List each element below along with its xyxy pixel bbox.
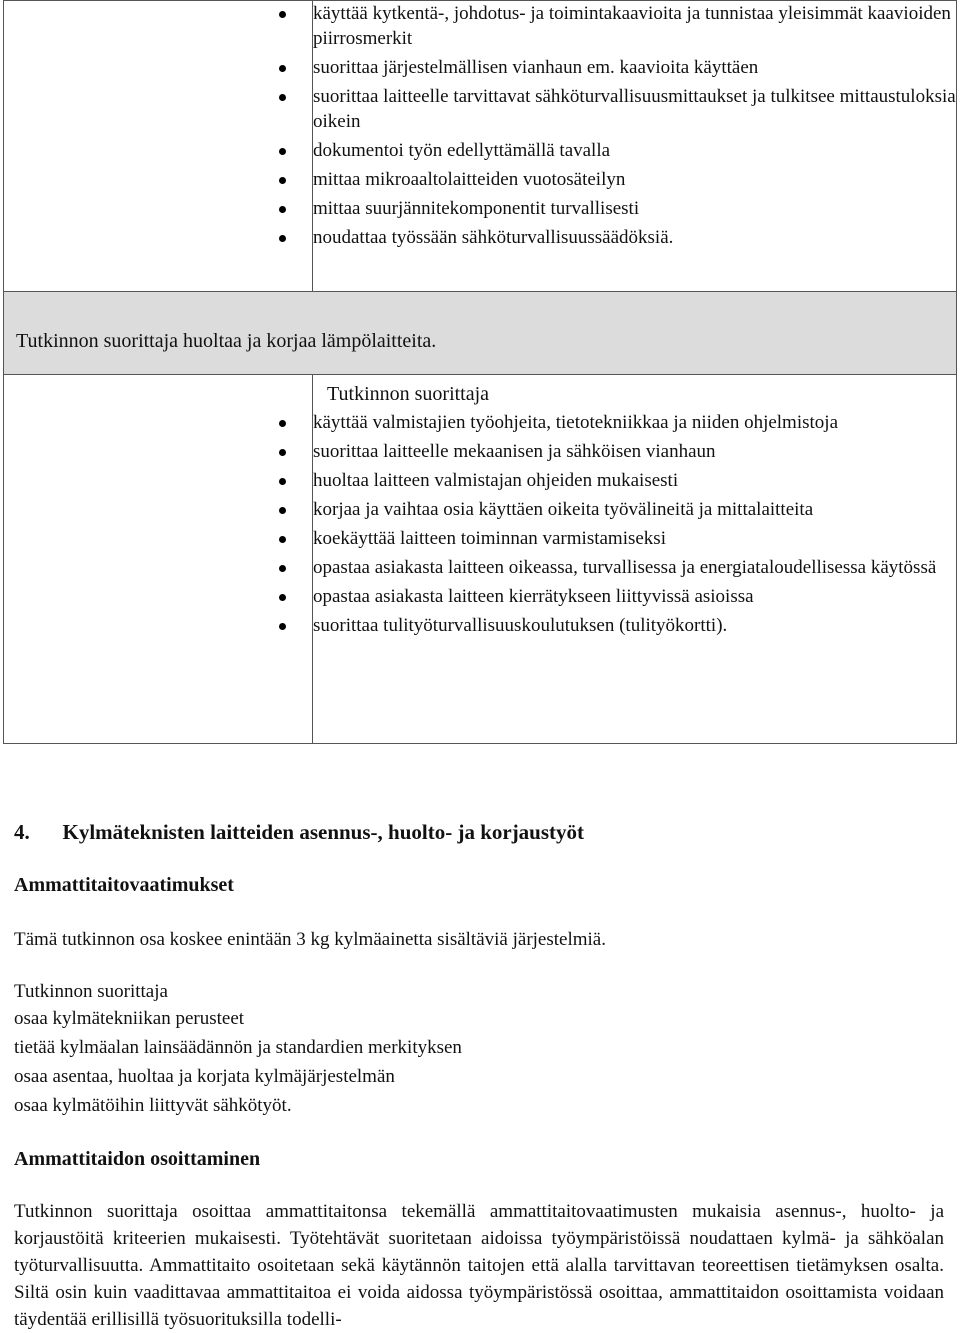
demonstration-paragraph: Tutkinnon suorittaja osoittaa ammattitaitonsa tekemällä ammattitaitovaatimusten mukaisia asennus-, huolto- ja korjaustöitä kriteerien mukaisesti. Työtehtävät suoritetaan aidoissa työympäristöissä noudattaen kylmä- ja sähköalan työturvallisuutta. Ammattitaito osoitetaan sekä käytännön taitojen että alalla tarvittavan teoreettisen tietämyksen osalta. Siltä osin kuin vaadittavaa ammattitaitoa ei voida aidossa työympäristössä osoittaa, ammattitaidon osoittamista voidaan täydentää erillisillä työsuorituksilla todelli- (14, 1201, 944, 1330)
bullet-icon (279, 536, 286, 543)
bullet-icon (279, 65, 286, 72)
list-item: mittaa mikroaaltolaitteiden vuotosäteilyn (313, 167, 956, 192)
candidate-lead: Tutkinnon suorittaja (14, 981, 168, 1002)
bullet-icon (279, 94, 286, 101)
list-item: huoltaa laitteen valmistajan ohjeiden mukaisesti (313, 468, 956, 493)
table-cell-electrical-list (313, 1, 957, 292)
list-item: käyttää kytkentä-, johdotus- ja toimintakaavioita ja tunnistaa yleisimmät kaavioiden piirrosmerkit (313, 1, 956, 51)
list-item: dokumentoi työn edellyttämällä tavalla (313, 138, 956, 163)
list-item: osaa kylmätöihin liittyvät sähkötyöt. (14, 1095, 292, 1116)
bullet-icon (279, 507, 286, 514)
section-title: Kylmäteknisten laitteiden asennus-, huolto- ja korjaustyöt (62, 820, 585, 844)
refrigeration-skills-list (14, 1006, 946, 1118)
bullet-icon (279, 177, 286, 184)
bullet-icon (279, 565, 286, 572)
demonstration-heading: Ammattitaidon osoittaminen (14, 1148, 261, 1170)
list-item: suorittaa järjestelmällisen vianhaun em. kaavioita käyttäen (313, 55, 956, 80)
candidate-lead: Tutkinnon suorittaja (327, 383, 490, 405)
table-row-electrical-safety (4, 1, 957, 292)
bullet-icon (279, 623, 286, 630)
list-item: korjaa ja vaihtaa osia käyttäen oikeita työvälineitä ja mittalaitteita (313, 497, 956, 522)
bullet-icon (279, 420, 286, 427)
list-item: osaa asentaa, huoltaa ja korjata kylmäjärjestelmän (14, 1066, 395, 1087)
section-number: 4. (14, 820, 30, 844)
list-item: opastaa asiakasta laitteen oikeassa, turvallisessa ja energiataloudellisessa käytössä (313, 555, 956, 580)
table-cell-heating-list (313, 375, 957, 744)
table-cell-empty (4, 1, 313, 292)
list-item: mittaa suurjännitekomponentit turvallisesti (313, 196, 956, 221)
refrigeration-skills (14, 1006, 946, 1122)
table-row-heating-skills (4, 375, 957, 744)
bullet-icon (279, 206, 286, 213)
list-item: opastaa asiakasta laitteen kierrätykseen liittyvissä asioissa (313, 584, 956, 609)
list-item: koekäyttää laitteen toiminnan varmistamiseksi (313, 526, 956, 551)
bullet-icon (279, 235, 286, 242)
bullet-icon (279, 449, 286, 456)
competence-table-grid (3, 0, 957, 744)
heating-skills-list (313, 410, 956, 638)
scope-paragraph: Tämä tutkinnon osa koskee enintään 3 kg kylmäainetta sisältäviä järjestelmiä. (14, 929, 606, 950)
bullet-icon (279, 11, 286, 18)
list-item: osaa kylmätekniikan perusteet (14, 1008, 245, 1029)
bullet-icon (279, 478, 286, 485)
table-cell-empty (4, 375, 313, 744)
list-item: noudattaa työssään sähköturvallisuussäädöksiä. (313, 225, 956, 250)
list-item: käyttää valmistajien työohjeita, tietotekniikkaa ja niiden ohjelmistoja (313, 410, 956, 435)
list-item: suorittaa laitteelle tarvittavat sähköturvallisuusmittaukset ja tulkitsee mittaustuloksia oikein (313, 84, 956, 134)
table-row-heating-header (4, 292, 957, 375)
list-item: suorittaa laitteelle mekaanisen ja sähköisen vianhaun (313, 439, 956, 464)
table-cell-heating-header (4, 292, 957, 375)
heating-requirement-heading: Tutkinnon suorittaja huoltaa ja korjaa lämpölaitteita. (16, 330, 437, 352)
requirements-heading: Ammattitaitovaatimukset (14, 874, 234, 896)
bullet-icon (279, 594, 286, 601)
bullet-icon (279, 148, 286, 155)
list-item: suorittaa tulityöturvallisuuskoulutuksen (tulityökortti). (313, 613, 956, 638)
list-item: tietää kylmäalan lainsäädännön ja standardien merkityksen (14, 1037, 462, 1058)
electrical-skills-list (313, 1, 956, 250)
competence-table (3, 0, 957, 744)
section-4-heading (14, 820, 946, 845)
